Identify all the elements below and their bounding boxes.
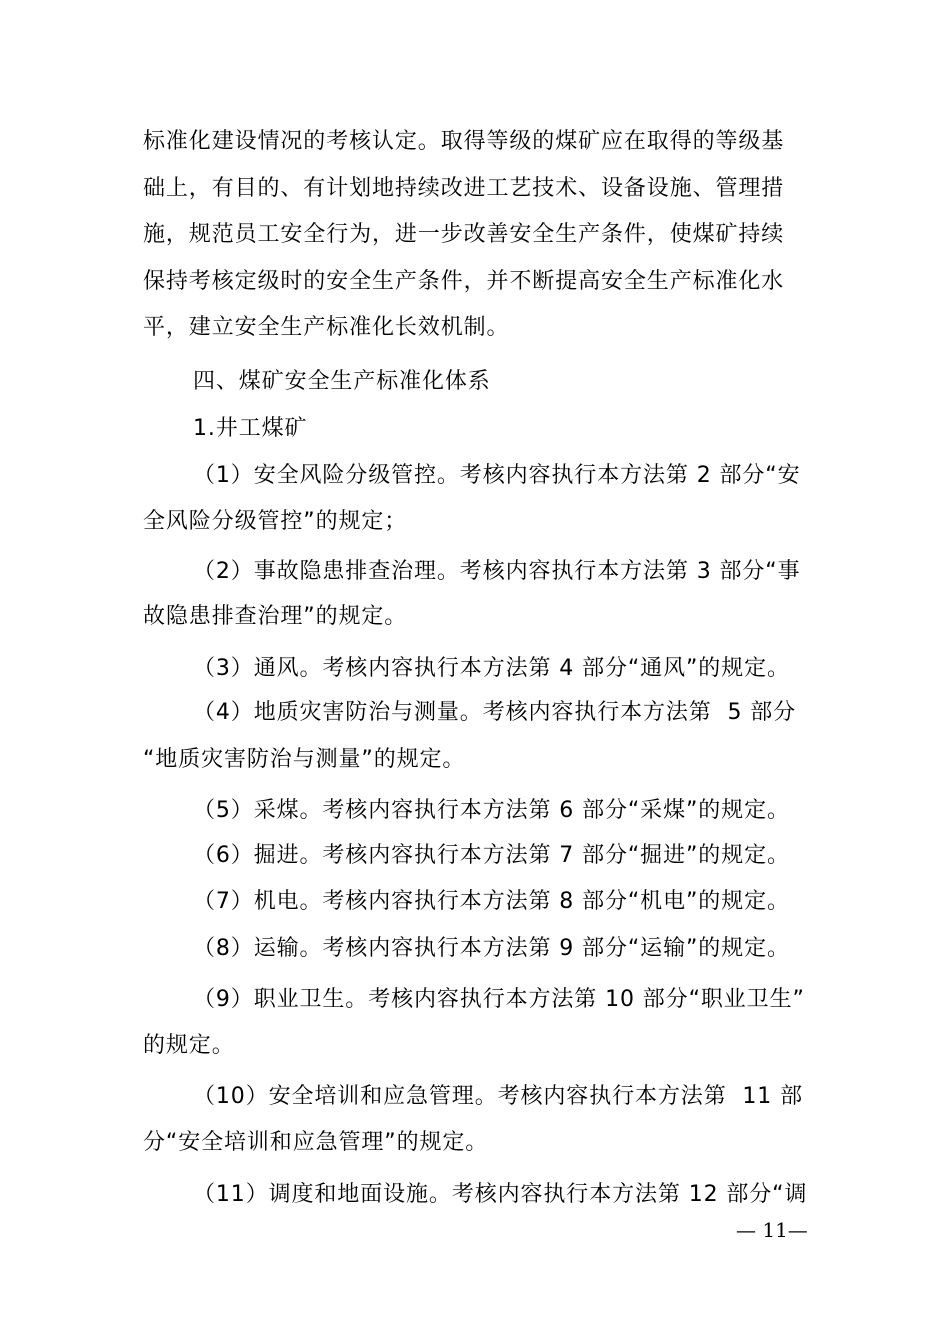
list-item-line: （4）地质灾害防治与测量。考核内容执行本方法第 5 部分 [193, 700, 797, 725]
list-item-line: （8）运输。考核内容执行本方法第 9 部分“运输”的规定。 [193, 936, 790, 961]
list-item-line: （5）采煤。考核内容执行本方法第 6 部分“采煤”的规定。 [193, 798, 790, 823]
list-item-line: （7）机电。考核内容执行本方法第 8 部分“机电”的规定。 [193, 889, 790, 914]
list-item-line: 分“安全培训和应急管理”的规定。 [143, 1130, 489, 1155]
list-item-line: “地质灾害防治与测量”的规定。 [143, 747, 466, 772]
paragraph-line: 保持考核定级时的安全生产条件，并不断提高安全生产标准化水 [143, 269, 785, 294]
paragraph-line: 平，建立安全生产标准化长效机制。 [143, 315, 510, 340]
section-heading: 四、煤矿安全生产标准化体系 [193, 369, 491, 394]
list-item-line: （10）安全培训和应急管理。考核内容执行本方法第 11 部 [193, 1084, 803, 1109]
page-number: — 11— [736, 1218, 808, 1242]
list-item-line: 故隐患排查治理”的规定。 [143, 604, 408, 629]
list-item-line: （11）调度和地面设施。考核内容执行本方法第 12 部分“调 [193, 1182, 808, 1207]
list-item-line: （6）掘进。考核内容执行本方法第 7 部分“掘进”的规定。 [193, 843, 790, 868]
list-item-line: 全风险分级管控”的规定； [143, 509, 408, 534]
list-item-line: （1）安全风险分级管控。考核内容执行本方法第 2 部分“安 [193, 463, 801, 488]
list-item-line: 的规定。 [143, 1033, 235, 1058]
paragraph-line: 标准化建设情况的考核认定。取得等级的煤矿应在取得的等级基 [143, 129, 785, 154]
paragraph-line: 础上，有目的、有计划地持续改进工艺技术、设备设施、管理措 [143, 176, 785, 201]
list-item-line: （9）职业卫生。考核内容执行本方法第 10 部分“职业卫生” [193, 987, 805, 1012]
list-item-line: （2）事故隐患排查治理。考核内容执行本方法第 3 部分“事 [193, 559, 801, 584]
subsection-heading: 1.井工煤矿 [193, 416, 308, 441]
list-item-line: （3）通风。考核内容执行本方法第 4 部分“通风”的规定。 [193, 656, 790, 681]
paragraph-line: 施，规范员工安全行为，进一步改善安全生产条件，使煤矿持续 [143, 222, 785, 247]
